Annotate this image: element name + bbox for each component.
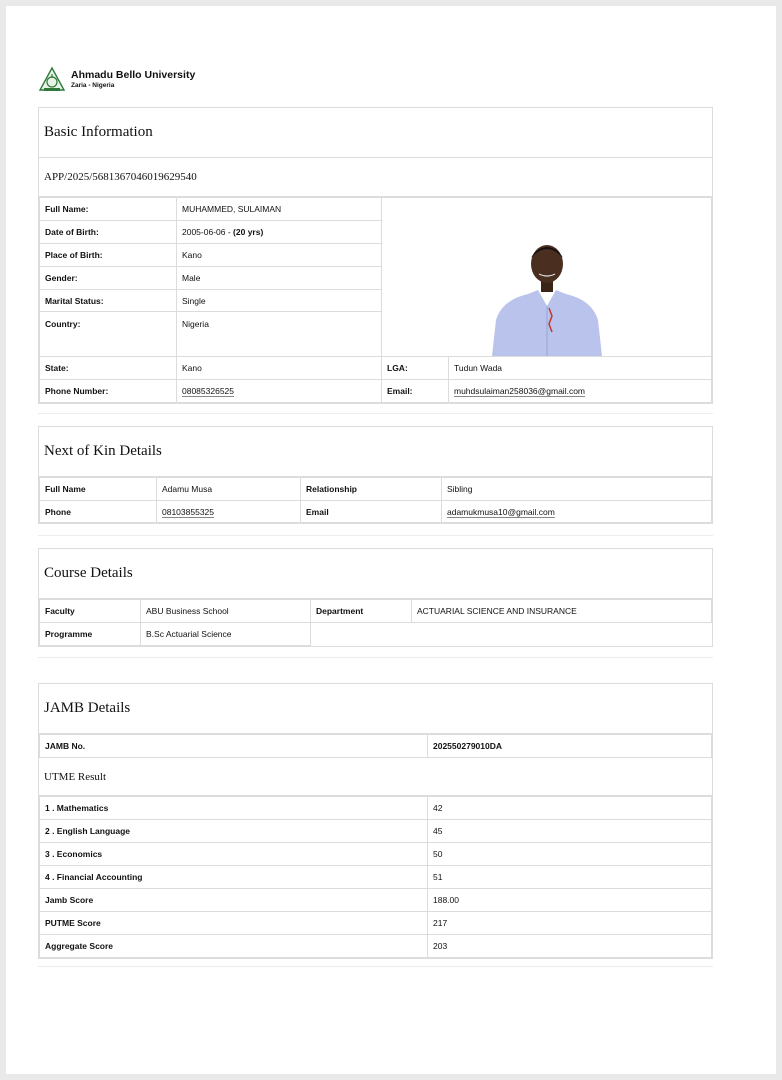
full-name-value: MUHAMMED, SULAIMAN <box>177 198 382 221</box>
jamb-score-label: Jamb Score <box>40 889 428 912</box>
jamb-details-title: JAMB Details <box>39 684 712 734</box>
university-name: Ahmadu Bello University <box>71 69 196 81</box>
marital-status-label: Marital Status: <box>40 290 177 312</box>
next-of-kin-title: Next of Kin Details <box>39 427 712 477</box>
kin-relationship-label: Relationship <box>301 478 442 501</box>
kin-name-label: Full Name <box>40 478 157 501</box>
phone-cell <box>177 380 382 403</box>
passport-photo-cell <box>382 198 712 357</box>
utme-result-table <box>39 796 712 958</box>
aggregate-score-value: 203 <box>428 935 712 958</box>
marital-status-value: Single <box>177 290 382 312</box>
gender-label: Gender: <box>40 267 177 290</box>
passport-photo <box>492 234 602 356</box>
table-row <box>40 912 712 935</box>
next-of-kin-table <box>39 477 712 523</box>
kin-relationship-value: Sibling <box>442 478 712 501</box>
subject-label: 3 . Economics <box>40 843 428 866</box>
course-details-section <box>38 548 713 647</box>
email-cell <box>449 380 712 403</box>
divider <box>38 535 713 536</box>
department-value: ACTUARIAL SCIENCE AND INSURANCE <box>412 600 712 623</box>
full-name-label: Full Name: <box>40 198 177 221</box>
phone-link[interactable]: 08085326525 <box>182 386 235 396</box>
kin-phone-label: Phone <box>40 501 157 523</box>
lga-value: Tudun Wada <box>449 357 712 380</box>
subject-label: 4 . Financial Accounting <box>40 866 428 889</box>
age-value: (20 yrs) <box>233 227 264 237</box>
kin-phone-link[interactable]: 08103855325 <box>162 506 215 517</box>
dob-cell <box>177 221 382 244</box>
email-link[interactable]: muhdsulaiman258036@gmail.com <box>454 386 586 396</box>
subject-label: 2 . English Language <box>40 820 428 843</box>
phone-label: Phone Number: <box>40 380 177 403</box>
country-value: Nigeria <box>177 312 382 357</box>
university-logo-icon <box>38 66 66 94</box>
application-number: APP/2025/5681367046019629540 <box>39 158 712 197</box>
table-row <box>40 889 712 912</box>
pob-value: Kano <box>177 244 382 267</box>
subject-score: 50 <box>428 843 712 866</box>
basic-information-title: Basic Information <box>39 108 712 158</box>
subject-label: 1 . Mathematics <box>40 797 428 820</box>
table-row <box>40 843 712 866</box>
programme-value: B.Sc Actuarial Science <box>141 623 311 646</box>
programme-label: Programme <box>40 623 141 646</box>
dob-label: Date of Birth: <box>40 221 177 244</box>
course-details-title: Course Details <box>39 549 712 599</box>
kin-email-label: Email <box>301 501 442 523</box>
jamb-number-label: JAMB No. <box>40 735 428 758</box>
jamb-number-value: 202550279010DA <box>428 735 712 758</box>
pob-label: Place of Birth: <box>40 244 177 267</box>
course-details-table <box>39 599 712 646</box>
email-label: Email: <box>382 380 449 403</box>
putme-score-label: PUTME Score <box>40 912 428 935</box>
table-row <box>40 797 712 820</box>
subject-score: 51 <box>428 866 712 889</box>
subject-score: 42 <box>428 797 712 820</box>
kin-email-link[interactable]: adamukmusa10@gmail.com <box>447 506 555 517</box>
utme-result-title: UTME Result <box>39 758 712 796</box>
jamb-number-table <box>39 734 712 758</box>
empty-cell <box>311 623 712 646</box>
putme-score-value: 217 <box>428 912 712 935</box>
subject-score: 45 <box>428 820 712 843</box>
lga-label: LGA: <box>382 357 449 380</box>
table-row <box>40 866 712 889</box>
jamb-score-value: 188.00 <box>428 889 712 912</box>
table-row <box>40 935 712 958</box>
department-label: Department <box>311 600 412 623</box>
kin-phone-cell <box>157 501 301 523</box>
basic-information-section <box>38 107 713 404</box>
faculty-value: ABU Business School <box>141 600 311 623</box>
kin-name-value: Adamu Musa <box>157 478 301 501</box>
state-label: State: <box>40 357 177 380</box>
next-of-kin-section <box>38 426 713 524</box>
state-value: Kano <box>177 357 382 380</box>
jamb-details-section <box>38 683 713 959</box>
divider <box>38 413 713 414</box>
aggregate-score-label: Aggregate Score <box>40 935 428 958</box>
table-row <box>40 820 712 843</box>
kin-email-cell <box>442 501 712 523</box>
country-label: Country: <box>40 312 177 357</box>
dob-value: 2005-06-06 - <box>182 227 231 237</box>
university-location: Zaria - Nigeria <box>71 82 115 89</box>
gender-value: Male <box>177 267 382 290</box>
faculty-label: Faculty <box>40 600 141 623</box>
divider <box>38 966 713 967</box>
divider <box>38 657 713 658</box>
basic-info-table <box>39 197 712 403</box>
document-header <box>38 63 195 97</box>
